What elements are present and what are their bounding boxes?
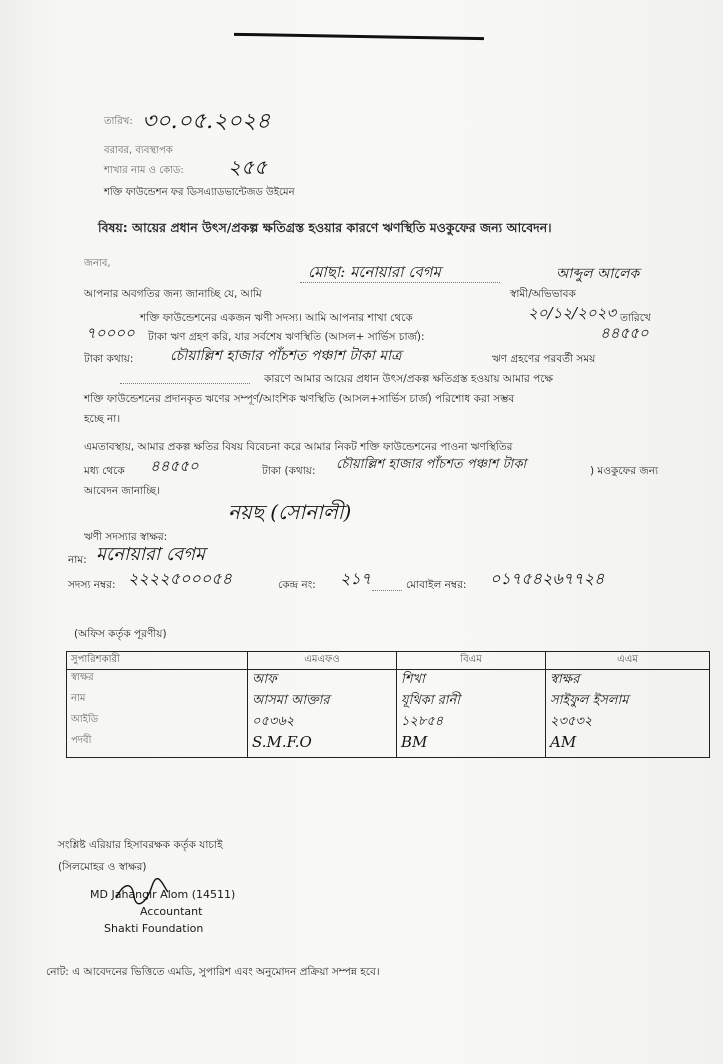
table-row — [67, 733, 710, 758]
waiver-in-words: চৌয়াল্লিশ হাজার পাঁচশত পঞ্চাশ টাকা — [336, 457, 527, 472]
am-designation: AM — [546, 733, 710, 758]
table-row — [67, 712, 710, 733]
col-bm: বিএম — [397, 652, 546, 670]
member-no: ২২২২৫০০০৫৪ — [128, 569, 232, 588]
row-label-name: নাম — [67, 691, 248, 712]
para2-suffix: ) মওকুফের জন্য — [590, 465, 659, 477]
col-am: এএম — [546, 652, 710, 670]
para2-line-3: আবেদন জানাচ্ছি। — [84, 485, 160, 497]
mfo-sign: আফ — [248, 670, 397, 692]
husband-label: স্বামী/অভিভাবক — [510, 288, 576, 300]
member-sign-label: ঋণী সদস্যার স্বাক্ষর: — [84, 531, 168, 543]
body-line-1-prefix: আপনার অবগতির জন্য জানাচ্ছি যে, আমি — [84, 288, 262, 300]
loan-amount: ৭০০০০ — [86, 324, 135, 342]
body-line-6: শক্তি ফাউন্ডেশনের প্রদানকৃত ঋণের সম্পূর্ণ/আংশিক ঋণস্থিতি (আসল+সার্ভিস চার্জ) পরিশোধ করা সম্ভব — [84, 393, 515, 405]
table-row — [67, 670, 710, 692]
mobile-no: ০১৭৫৪২৬৭৭২৪ — [490, 569, 605, 588]
body-line-2-prefix: শক্তি ফাউন্ডেশনের একজন ঋণী সদস্য। আমি আপনার শাখা থেকে — [140, 312, 413, 324]
member-no-label: সদস্য নম্বর: — [68, 579, 116, 591]
subject: বিষয়: আয়ের প্রধান উৎস/প্রকল্প ক্ষতিগ্রস্ত হওয়ার কারণে ঋণস্থিতি মওকুফের জন্য আবেদন। — [98, 220, 552, 235]
to-label: বরাবর, ব্যবস্থাপক — [104, 145, 173, 156]
applicant-name: মোছা: মনোয়ারা বেগম — [308, 263, 441, 281]
row-label-sign: স্বাক্ষর — [67, 670, 248, 692]
closing-mark: নয়ছ (সোনালী) — [228, 500, 352, 524]
accountant-signature-icon — [112, 878, 172, 906]
para2-line-1: এমতাবস্থায়, আমার প্রকল্প ক্ষতির বিষয় বিবেচনা করে আমার নিকট শক্তি ফাউন্ডেশনের পাওনা ঋণস্থিতির — [84, 441, 513, 453]
col-mfo: এমএফও — [248, 652, 397, 670]
stamp-name: MD Jahangir Alom (14511) — [90, 888, 236, 901]
stamp-title: Accountant — [140, 905, 203, 918]
center-label: কেন্দ্র নং: — [278, 579, 316, 591]
top-rule — [234, 33, 484, 40]
amount-in-words: চৌয়াল্লিশ হাজার পাঁচশত পঞ্চাশ টাকা মাত্র — [170, 348, 402, 364]
date-label: তারিখ: — [104, 116, 133, 127]
salutation: জনাব, — [84, 258, 111, 269]
bm-name: যূথিকা রানী — [397, 691, 546, 712]
waiver-amount: ৪৪৫৫০ — [150, 457, 199, 475]
table-row — [67, 691, 710, 712]
am-sign: স্বাক্ষর — [546, 670, 710, 692]
center-no: ২১৭ — [340, 569, 372, 588]
accounts-seal-label: (সিলমোহর ও স্বাক্ষর) — [58, 861, 147, 873]
member-name: মনোয়ারা বেগম — [96, 544, 205, 565]
mfo-designation: S.M.F.O — [248, 733, 397, 758]
body-line-7: হচ্ছে না। — [84, 413, 121, 425]
accounts-label: সংশ্লিষ্ট এরিয়ার হিসাবরক্ষক কর্তৃক যাচাই — [58, 839, 223, 851]
branch-code: ২৫৫ — [228, 155, 267, 179]
mfo-name: আসমা আক্তার — [248, 691, 397, 712]
body-line-3: টাকা ঋণ গ্রহণ করি, যার সর্বশেষ ঋণস্থিতি (আসল+ সার্ভিস চার্জ): — [148, 331, 425, 343]
body-line-4-suffix: ঋণ গ্রহণের পরবর্তী সময় — [492, 353, 596, 365]
mobile-label: মোবাইল নম্বর: — [406, 579, 467, 591]
stamp-org: Shakti Foundation — [104, 922, 204, 935]
para2-prefix: মধ্য থেকে — [84, 465, 125, 477]
body-line-2-suffix: তারিখে — [620, 312, 651, 324]
am-id: ২৩৫৩২ — [546, 712, 710, 733]
footnote: নোট: এ আবেদনের ভিত্তিতে এমডি, সুপারিশ এবং অনুমোদন প্রক্রিয়া সম্পন্ন হবে। — [46, 966, 380, 978]
loan-date: ২০/১২/২০২৩ — [528, 304, 617, 322]
body-line-5: কারণে আমার আয়ের প্রধান উৎস/প্রকল্প ক্ষতিগ্রস্ত হওয়ায় আমার পক্ষে — [264, 373, 553, 385]
body-line-4-prefix: টাকা কথায়: — [84, 353, 134, 365]
name-label: নাম: — [68, 554, 87, 566]
am-name: সাইফুল ইসলাম — [546, 691, 710, 712]
organization-line: শক্তি ফাউন্ডেশন ফর ডিসএ্যাডভান্টেজড উইমেন — [104, 187, 295, 198]
row-label-id: আইডি — [67, 712, 248, 733]
bm-sign: শিখা — [397, 670, 546, 692]
col-recommender: সুপারিশকারী — [67, 652, 248, 670]
table-header-row — [67, 652, 710, 670]
husband-name: আব্দুল আলেক — [556, 266, 640, 282]
date-value: ৩০.০৫.২০২৪ — [142, 109, 271, 134]
outstanding-amount: ৪৪৫৫০ — [600, 324, 649, 342]
bm-designation: BM — [397, 733, 546, 758]
row-label-designation: পদবী — [67, 733, 248, 758]
office-use-heading: (অফিস কর্তৃক পূরণীয়) — [74, 628, 167, 640]
mfo-id: ০৫৩৬২ — [248, 712, 397, 733]
bm-id: ১২৮৫৪ — [397, 712, 546, 733]
office-use-table — [66, 651, 710, 758]
para2-mid: টাকা (কথায়: — [262, 465, 316, 477]
branch-label: শাখার নাম ও কোড: — [104, 165, 184, 176]
